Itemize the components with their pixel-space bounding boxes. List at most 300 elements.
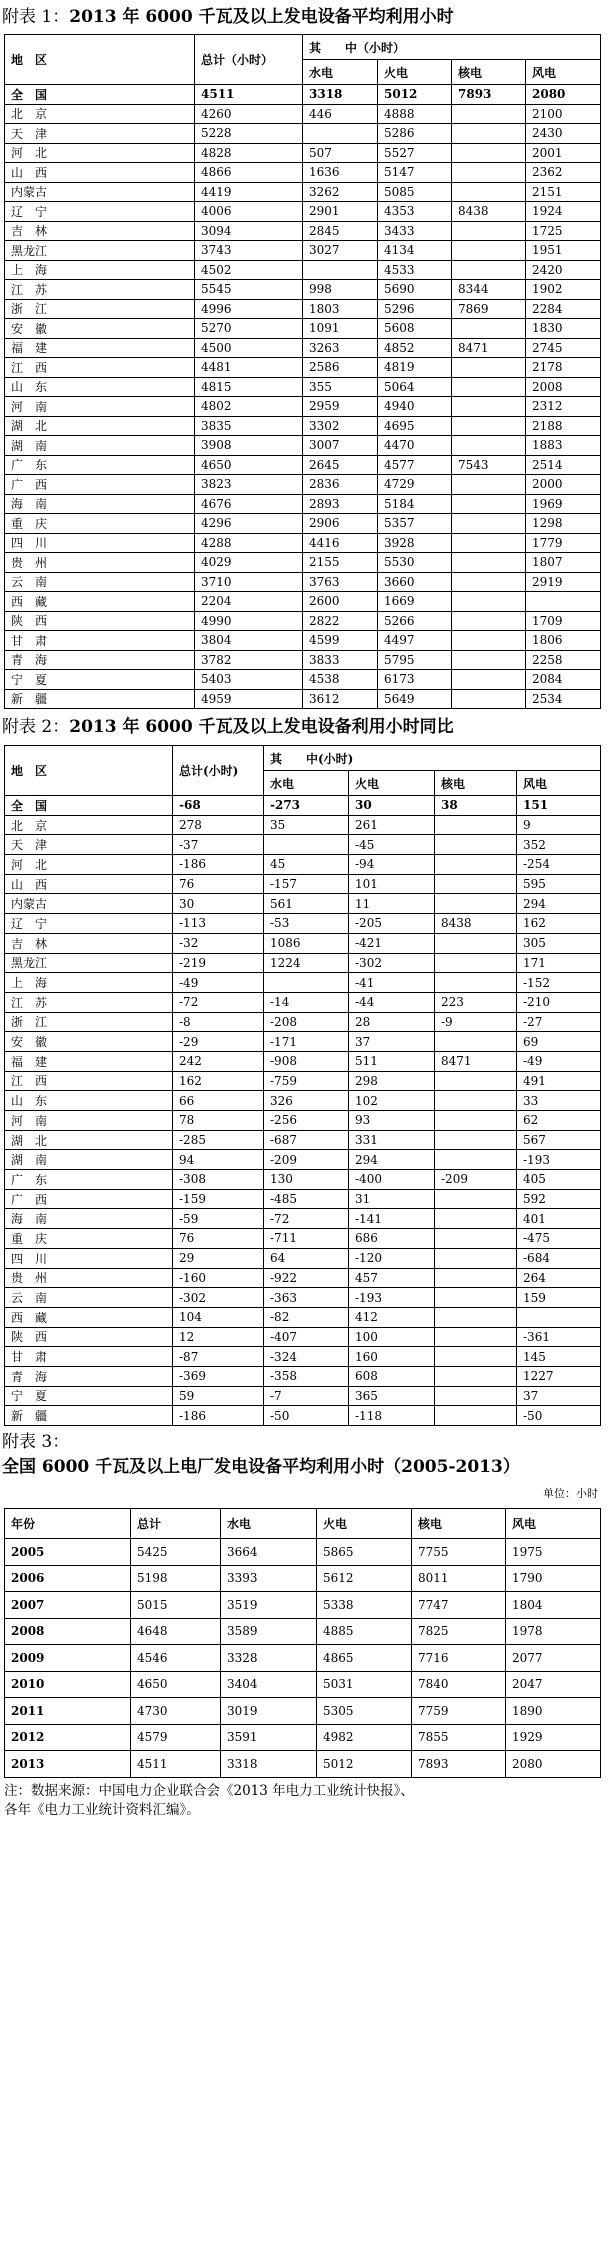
region-cell: 青 海 — [5, 1366, 173, 1386]
value-cell: 76 — [173, 1229, 264, 1249]
value-cell: 2901 — [303, 202, 378, 222]
value-cell: 3318 — [303, 85, 378, 105]
value-cell — [435, 1150, 517, 1170]
region-cell: 宁 夏 — [5, 1386, 173, 1406]
region-cell: 四 川 — [5, 1248, 173, 1268]
value-cell — [435, 953, 517, 973]
value-cell: 2645 — [303, 455, 378, 475]
value-cell: 5338 — [317, 1592, 412, 1619]
value-cell: -358 — [264, 1366, 349, 1386]
value-cell — [435, 1229, 517, 1249]
table-row — [5, 1229, 601, 1249]
national-row — [5, 85, 601, 105]
region-cell: 安 徽 — [5, 319, 195, 339]
value-cell: 7893 — [412, 1751, 506, 1778]
value-cell: 1227 — [517, 1366, 601, 1386]
value-cell: 5198 — [131, 1565, 221, 1592]
region-cell: 湖 南 — [5, 436, 195, 456]
value-cell: 5012 — [317, 1751, 412, 1778]
footnote-line2: 各年《电力工业统计资料汇编》。 — [4, 1801, 200, 1818]
value-cell: 64 — [264, 1248, 349, 1268]
value-cell: -113 — [173, 914, 264, 934]
table-row — [5, 835, 601, 855]
value-cell: 3328 — [221, 1645, 317, 1672]
value-cell — [452, 611, 526, 631]
value-cell: 4511 — [131, 1751, 221, 1778]
region-cell: 辽 宁 — [5, 202, 195, 222]
table1-header-thermal: 火电 — [378, 60, 452, 85]
value-cell — [303, 260, 378, 280]
value-cell: 5012 — [378, 85, 452, 105]
value-cell — [303, 124, 378, 144]
value-cell: -49 — [517, 1051, 601, 1071]
value-cell: 595 — [517, 874, 601, 894]
value-cell — [435, 894, 517, 914]
value-cell: -361 — [517, 1327, 601, 1347]
value-cell: 33 — [517, 1091, 601, 1111]
value-cell: 5266 — [378, 611, 452, 631]
value-cell — [435, 1209, 517, 1229]
value-cell — [435, 1406, 517, 1426]
value-cell: -256 — [264, 1111, 349, 1131]
region-cell: 湖 北 — [5, 416, 195, 436]
value-cell: 4650 — [131, 1671, 221, 1698]
footnote — [0, 1782, 610, 1820]
value-cell: -302 — [173, 1288, 264, 1308]
table-row — [5, 1248, 601, 1268]
value-cell: 5305 — [317, 1698, 412, 1725]
year-cell: 2012 — [5, 1724, 131, 1751]
value-cell: 4006 — [195, 202, 303, 222]
value-cell — [435, 1071, 517, 1091]
value-cell — [435, 1327, 517, 1347]
table-row — [5, 1189, 601, 1209]
table-row — [5, 815, 601, 835]
value-cell: 5286 — [378, 124, 452, 144]
value-cell: 8344 — [452, 280, 526, 300]
value-cell — [452, 416, 526, 436]
value-cell: 145 — [517, 1347, 601, 1367]
value-cell: 5357 — [378, 514, 452, 534]
value-cell: -94 — [349, 855, 435, 875]
value-cell: 2836 — [303, 475, 378, 495]
region-cell: 天 津 — [5, 835, 173, 855]
value-cell: 2534 — [526, 689, 601, 709]
value-cell: -27 — [517, 1012, 601, 1032]
value-cell: 355 — [303, 377, 378, 397]
table-row — [5, 260, 601, 280]
value-cell: 3763 — [303, 572, 378, 592]
value-cell: 3591 — [221, 1724, 317, 1751]
value-cell: 264 — [517, 1268, 601, 1288]
value-cell: -254 — [517, 855, 601, 875]
value-cell: 162 — [517, 914, 601, 934]
table-row — [5, 953, 601, 973]
year-cell: 2008 — [5, 1618, 131, 1645]
region-cell: 全 国 — [5, 85, 195, 105]
value-cell: 3782 — [195, 650, 303, 670]
region-cell: 海 南 — [5, 1209, 173, 1229]
value-cell: 37 — [349, 1032, 435, 1052]
value-cell: 491 — [517, 1071, 601, 1091]
value-cell: 3928 — [378, 533, 452, 553]
table1-header-group: 其 中（小时） — [303, 35, 601, 60]
value-cell: 162 — [173, 1071, 264, 1091]
table1-title-text: 2013 年 6000 千瓦及以上发电设备平均利用小时 — [69, 7, 454, 27]
value-cell: 7869 — [452, 299, 526, 319]
value-cell: 2080 — [506, 1751, 601, 1778]
value-cell: 2001 — [526, 143, 601, 163]
value-cell: -118 — [349, 1406, 435, 1426]
value-cell: -53 — [264, 914, 349, 934]
value-cell: 5296 — [378, 299, 452, 319]
value-cell: 7543 — [452, 455, 526, 475]
value-cell: -29 — [173, 1032, 264, 1052]
table-row — [5, 1150, 601, 1170]
table-row — [5, 182, 601, 202]
value-cell: 4676 — [195, 494, 303, 514]
table-row — [5, 1347, 601, 1367]
table-row — [5, 592, 601, 612]
table-row — [5, 1071, 601, 1091]
value-cell: 7825 — [412, 1618, 506, 1645]
value-cell: 4579 — [131, 1724, 221, 1751]
value-cell: 29 — [173, 1248, 264, 1268]
table1-header-wind: 风电 — [526, 60, 601, 85]
value-cell: -87 — [173, 1347, 264, 1367]
value-cell: 4353 — [378, 202, 452, 222]
region-cell: 安 徽 — [5, 1032, 173, 1052]
value-cell: 4029 — [195, 553, 303, 573]
value-cell: 3823 — [195, 475, 303, 495]
table-row — [5, 1091, 601, 1111]
value-cell: 2822 — [303, 611, 378, 631]
value-cell: -45 — [349, 835, 435, 855]
value-cell — [526, 592, 601, 612]
value-cell: 2047 — [506, 1671, 601, 1698]
value-cell — [435, 1130, 517, 1150]
value-cell: 457 — [349, 1268, 435, 1288]
region-cell: 江 苏 — [5, 280, 195, 300]
region-cell: 河 北 — [5, 143, 195, 163]
table-row — [5, 1751, 601, 1778]
value-cell: -407 — [264, 1327, 349, 1347]
value-cell: 93 — [349, 1111, 435, 1131]
value-cell: 446 — [303, 104, 378, 124]
region-cell: 北 京 — [5, 815, 173, 835]
value-cell — [452, 104, 526, 124]
value-cell: 223 — [435, 992, 517, 1012]
table-row — [5, 1671, 601, 1698]
value-cell: 2586 — [303, 358, 378, 378]
table3-header-cell: 火电 — [317, 1509, 412, 1539]
value-cell: 4134 — [378, 241, 452, 261]
year-cell: 2010 — [5, 1671, 131, 1698]
value-cell: -219 — [173, 953, 264, 973]
region-cell: 浙 江 — [5, 1012, 173, 1032]
value-cell: 4577 — [378, 455, 452, 475]
year-cell: 2013 — [5, 1751, 131, 1778]
value-cell: 998 — [303, 280, 378, 300]
national-row — [5, 796, 601, 816]
region-cell: 河 南 — [5, 397, 195, 417]
region-cell: 云 南 — [5, 1288, 173, 1308]
value-cell: 3833 — [303, 650, 378, 670]
value-cell: 4885 — [317, 1618, 412, 1645]
value-cell: 1725 — [526, 221, 601, 241]
region-cell: 黑龙江 — [5, 953, 173, 973]
table3-header-cell: 年份 — [5, 1509, 131, 1539]
value-cell: 4940 — [378, 397, 452, 417]
table-row — [5, 241, 601, 261]
value-cell: 4296 — [195, 514, 303, 534]
value-cell: 5608 — [378, 319, 452, 339]
region-cell: 辽 宁 — [5, 914, 173, 934]
value-cell: 5064 — [378, 377, 452, 397]
value-cell: -208 — [264, 1012, 349, 1032]
value-cell: -159 — [173, 1189, 264, 1209]
value-cell: 4481 — [195, 358, 303, 378]
value-cell: 294 — [517, 894, 601, 914]
value-cell: 4288 — [195, 533, 303, 553]
value-cell: 2151 — [526, 182, 601, 202]
value-cell: -302 — [349, 953, 435, 973]
region-cell: 内蒙古 — [5, 894, 173, 914]
value-cell: 507 — [303, 143, 378, 163]
table-row — [5, 973, 601, 993]
region-cell: 江 西 — [5, 1071, 173, 1091]
region-cell: 广 西 — [5, 475, 195, 495]
value-cell: 2188 — [526, 416, 601, 436]
value-cell: 30 — [173, 894, 264, 914]
table-row — [5, 1539, 601, 1566]
region-cell: 内蒙古 — [5, 182, 195, 202]
value-cell: 2008 — [526, 377, 601, 397]
region-cell: 重 庆 — [5, 514, 195, 534]
value-cell: 94 — [173, 1150, 264, 1170]
value-cell: 4533 — [378, 260, 452, 280]
value-cell: 1951 — [526, 241, 601, 261]
value-cell: 1902 — [526, 280, 601, 300]
value-cell: 5147 — [378, 163, 452, 183]
value-cell: 4996 — [195, 299, 303, 319]
value-cell: 1091 — [303, 319, 378, 339]
value-cell: 4502 — [195, 260, 303, 280]
value-cell — [435, 1248, 517, 1268]
year-cell: 2009 — [5, 1645, 131, 1672]
value-cell — [435, 1366, 517, 1386]
value-cell: 5270 — [195, 319, 303, 339]
value-cell: 78 — [173, 1111, 264, 1131]
table-row — [5, 533, 601, 553]
region-cell: 重 庆 — [5, 1229, 173, 1249]
region-cell: 黑龙江 — [5, 241, 195, 261]
value-cell: -193 — [517, 1150, 601, 1170]
table-row — [5, 1406, 601, 1426]
value-cell: 2893 — [303, 494, 378, 514]
value-cell: 1636 — [303, 163, 378, 183]
value-cell: 1224 — [264, 953, 349, 973]
region-cell: 天 津 — [5, 124, 195, 144]
value-cell: 5403 — [195, 670, 303, 690]
value-cell: 5031 — [317, 1671, 412, 1698]
value-cell — [435, 835, 517, 855]
value-cell: 4888 — [378, 104, 452, 124]
value-cell: 2100 — [526, 104, 601, 124]
value-cell — [452, 241, 526, 261]
value-cell: 2077 — [506, 1645, 601, 1672]
value-cell: -49 — [173, 973, 264, 993]
region-cell: 江 苏 — [5, 992, 173, 1012]
value-cell: 4828 — [195, 143, 303, 163]
value-cell: -421 — [349, 933, 435, 953]
value-cell: 7759 — [412, 1698, 506, 1725]
value-cell: 171 — [517, 953, 601, 973]
value-cell: 3262 — [303, 182, 378, 202]
value-cell: 7840 — [412, 1671, 506, 1698]
value-cell: 3660 — [378, 572, 452, 592]
value-cell: 401 — [517, 1209, 601, 1229]
table2-prefix: 附表 2： — [2, 717, 70, 737]
table-row — [5, 572, 601, 592]
value-cell — [435, 1111, 517, 1131]
value-cell — [452, 631, 526, 651]
table-row — [5, 436, 601, 456]
value-cell — [435, 874, 517, 894]
value-cell: 76 — [173, 874, 264, 894]
value-cell — [452, 592, 526, 612]
value-cell: -171 — [264, 1032, 349, 1052]
region-cell: 青 海 — [5, 650, 195, 670]
table-row — [5, 1268, 601, 1288]
value-cell: 3404 — [221, 1671, 317, 1698]
value-cell: 11 — [349, 894, 435, 914]
table-row — [5, 855, 601, 875]
value-cell: 5184 — [378, 494, 452, 514]
value-cell: 35 — [264, 815, 349, 835]
value-cell: 2745 — [526, 338, 601, 358]
region-cell: 山 东 — [5, 377, 195, 397]
value-cell: 3835 — [195, 416, 303, 436]
table-row — [5, 1592, 601, 1619]
table-row — [5, 1386, 601, 1406]
table-row — [5, 221, 601, 241]
value-cell: 3302 — [303, 416, 378, 436]
table2-header-total: 总计(小时) — [173, 746, 264, 796]
region-cell: 北 京 — [5, 104, 195, 124]
region-cell: 甘 肃 — [5, 631, 195, 651]
value-cell — [452, 143, 526, 163]
value-cell — [435, 973, 517, 993]
value-cell: 1669 — [378, 592, 452, 612]
value-cell: 2845 — [303, 221, 378, 241]
region-cell: 湖 北 — [5, 1130, 173, 1150]
table-row — [5, 299, 601, 319]
value-cell: 1790 — [506, 1565, 601, 1592]
value-cell: 69 — [517, 1032, 601, 1052]
table-row — [5, 1032, 601, 1052]
value-cell: 151 — [517, 796, 601, 816]
value-cell: 3007 — [303, 436, 378, 456]
table-row — [5, 1366, 601, 1386]
value-cell — [452, 182, 526, 202]
value-cell: 130 — [264, 1170, 349, 1190]
value-cell: 1929 — [506, 1724, 601, 1751]
region-cell: 上 海 — [5, 973, 173, 993]
table1-header-total: 总计（小时） — [195, 35, 303, 85]
value-cell: 4538 — [303, 670, 378, 690]
value-cell: -475 — [517, 1229, 601, 1249]
value-cell: -32 — [173, 933, 264, 953]
value-cell: 261 — [349, 815, 435, 835]
region-cell: 甘 肃 — [5, 1347, 173, 1367]
table1-header-nuclear: 核电 — [452, 60, 526, 85]
value-cell: 686 — [349, 1229, 435, 1249]
value-cell: 1807 — [526, 553, 601, 573]
value-cell — [452, 514, 526, 534]
value-cell: 1830 — [526, 319, 601, 339]
value-cell — [452, 221, 526, 241]
value-cell: -324 — [264, 1347, 349, 1367]
value-cell: -59 — [173, 1209, 264, 1229]
value-cell: -8 — [173, 1012, 264, 1032]
region-cell: 陕 西 — [5, 1327, 173, 1347]
value-cell: 2362 — [526, 163, 601, 183]
table3-prefix: 附表 3： — [2, 1432, 70, 1452]
region-cell: 湖 南 — [5, 1150, 173, 1170]
value-cell: 2430 — [526, 124, 601, 144]
value-cell: 298 — [349, 1071, 435, 1091]
value-cell: 4511 — [195, 85, 303, 105]
value-cell: 7716 — [412, 1645, 506, 1672]
value-cell: 5425 — [131, 1539, 221, 1566]
value-cell — [517, 1307, 601, 1327]
table3-header-cell: 水电 — [221, 1509, 317, 1539]
region-cell: 山 西 — [5, 163, 195, 183]
value-cell: 5527 — [378, 143, 452, 163]
table3-header-cell: 风电 — [506, 1509, 601, 1539]
value-cell: 331 — [349, 1130, 435, 1150]
value-cell: -120 — [349, 1248, 435, 1268]
value-cell — [264, 973, 349, 993]
table-row — [5, 1209, 601, 1229]
value-cell: -485 — [264, 1189, 349, 1209]
table-row — [5, 280, 601, 300]
table-row — [5, 319, 601, 339]
region-cell: 贵 州 — [5, 553, 195, 573]
table3-heading — [0, 1426, 610, 1480]
value-cell: 9 — [517, 815, 601, 835]
table-row — [5, 377, 601, 397]
value-cell: 4815 — [195, 377, 303, 397]
region-cell: 山 东 — [5, 1091, 173, 1111]
value-cell: -684 — [517, 1248, 601, 1268]
value-cell: 160 — [349, 1347, 435, 1367]
value-cell: 1709 — [526, 611, 601, 631]
value-cell: 326 — [264, 1091, 349, 1111]
table-row — [5, 1130, 601, 1150]
value-cell: 5612 — [317, 1565, 412, 1592]
value-cell: 4500 — [195, 338, 303, 358]
value-cell: 3433 — [378, 221, 452, 241]
value-cell — [264, 835, 349, 855]
table1-header-hydro: 水电 — [303, 60, 378, 85]
value-cell: 3743 — [195, 241, 303, 261]
region-cell: 广 西 — [5, 1189, 173, 1209]
value-cell — [435, 1268, 517, 1288]
value-cell: 1804 — [506, 1592, 601, 1619]
table2-header-hydro: 水电 — [264, 771, 349, 796]
